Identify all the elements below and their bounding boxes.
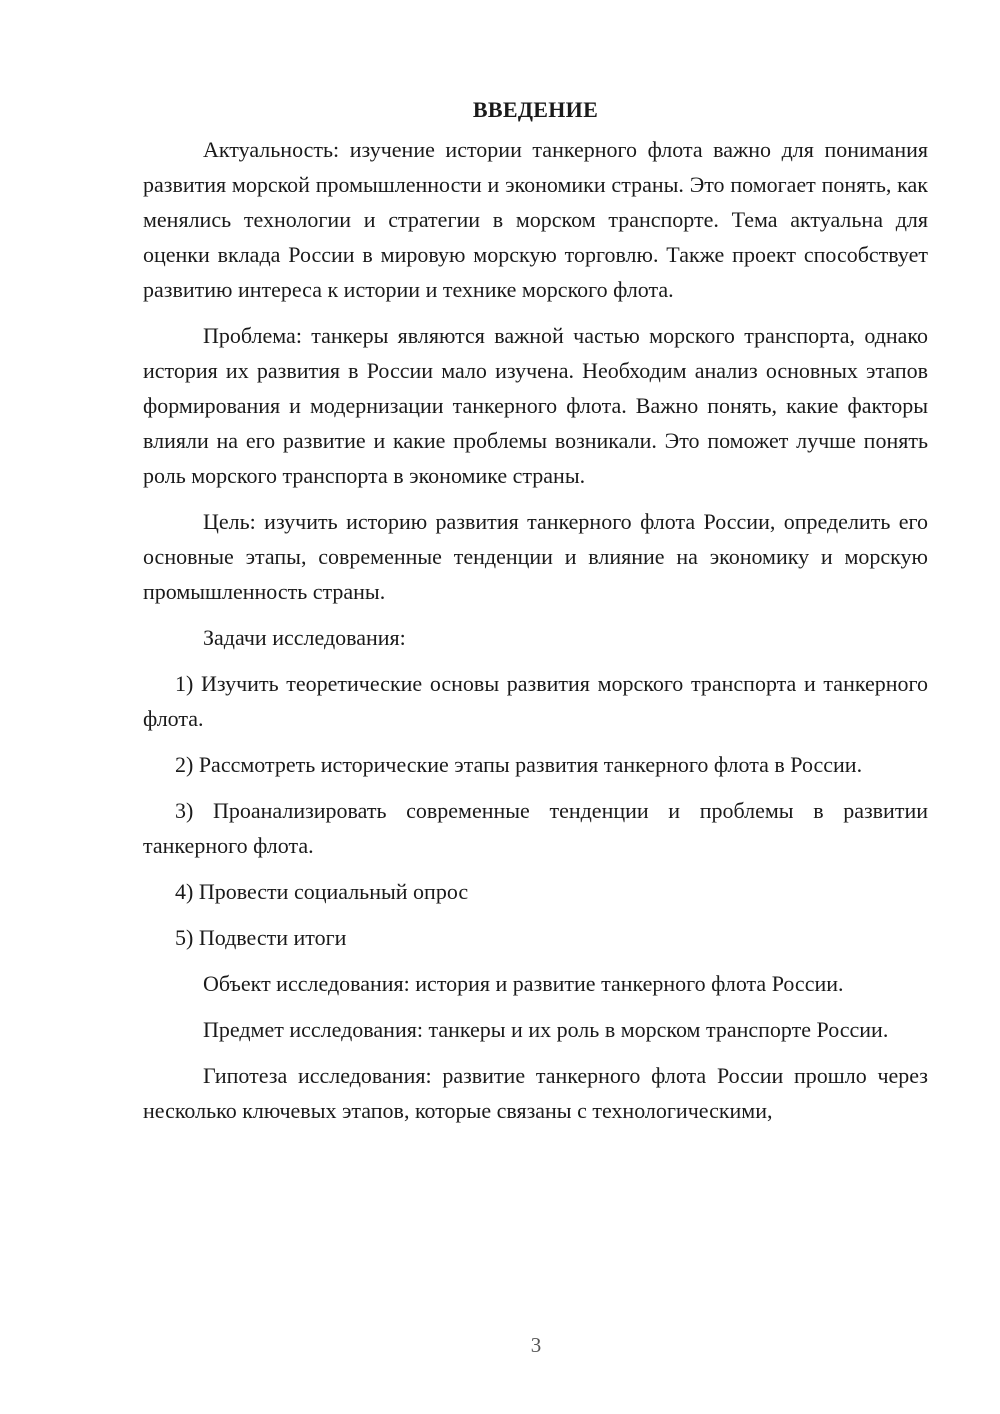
paragraph-tasks-intro: Задачи исследования:	[203, 625, 406, 650]
list-item: 3) Проанализировать современные тенденции и проблемы в развитии танкерного флота.	[143, 798, 928, 858]
section-heading: ВВЕДЕНИЕ	[472, 97, 599, 122]
paragraph-relevance: Актуальность: изучение истории танкерного флота важно для понимания развития морской промышленности и экономики страны. Это помогает понять, как менялись технологии и стратегии в морском транспорте. Тема актуальна для оценки вклада России в мировую морскую торговлю. Также проект способствует развитию интереса к истории и технике морского флота.	[143, 137, 928, 302]
paragraph-subject: Предмет исследования: танкеры и их роль в морском транспорте России.	[203, 1017, 889, 1042]
document-page	[143, 92, 928, 1128]
paragraph-goal: Цель: изучить историю развития танкерного флота России, определить его основные этапы, современные тенденции и влияние на экономику и морскую промышленность страны.	[143, 509, 928, 604]
tasks-list	[143, 666, 928, 955]
list-item: 1) Изучить теоретические основы развития морского транспорта и танкерного флота.	[143, 671, 928, 731]
page-number: 3	[530, 1333, 542, 1357]
list-item: 5) Подвести итоги	[175, 925, 347, 950]
paragraph-object: Объект исследования: история и развитие танкерного флота России.	[203, 971, 844, 996]
paragraph-hypothesis: Гипотеза исследования: развитие танкерного флота России прошло через несколько ключевых этапов, которые связаны с технологическими,	[143, 1063, 928, 1123]
paragraph-problem: Проблема: танкеры являются важной частью морского транспорта, однако история их развития в России мало изучена. Необходим анализ основных этапов формирования и модернизации танкерного флота. Важно понять, какие факторы влияли на его развитие и какие проблемы возникали. Это поможет лучше понять роль морского транспорта в экономике страны.	[143, 323, 928, 488]
list-item: 2) Рассмотреть исторические этапы развития танкерного флота в России.	[175, 752, 863, 777]
list-item: 4) Провести социальный опрос	[175, 879, 469, 904]
